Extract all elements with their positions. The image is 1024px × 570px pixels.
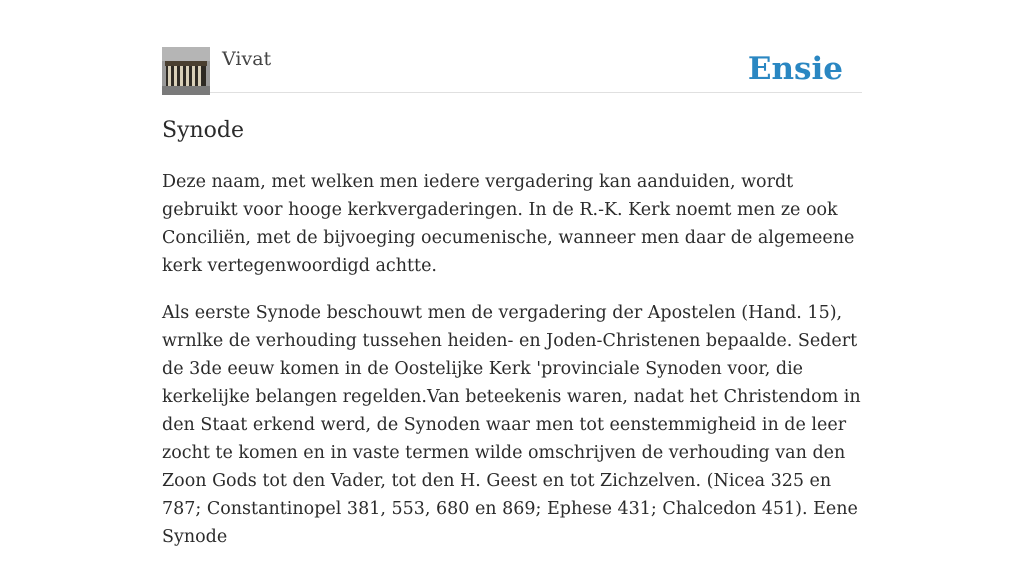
article-title: Synode xyxy=(162,118,245,143)
article-paragraph: Als eerste Synode beschouwt men de vergadering der Apostelen (Hand. 15), wrnlke de verhouding tussehen heiden- en Joden-Christenen bepaalde. Sedert de 3de eeuw komen in de Oostelijke Kerk 'provinciale Synoden voor, die kerkelijke belangen regelden.Van beteekenis waren, nadat het Christendom in den Staat erkend werd, de Synoden waar men tot eenstemmigheid in de leer zocht te komen en in vaste termen wilde omschrijven de verhouding van den Zoon Gods tot den Vader, tot den H. Geest en tot Zichzelven. (Nicea 325 en 787; Constantinopel 381, 553, 680 en 869; Ephese 431; Chalcedon 451). Eene Synode xyxy=(162,303,861,547)
columns-building-icon xyxy=(162,47,210,95)
site-logo[interactable]: Ensie xyxy=(747,51,843,87)
article-body xyxy=(162,168,862,570)
author-avatar[interactable] xyxy=(162,47,210,95)
article-header xyxy=(162,47,862,93)
author-name[interactable]: Vivat xyxy=(222,48,272,70)
article-paragraph: Deze naam, met welken men iedere vergadering kan aanduiden, wordt gebruikt voor hooge kerkvergaderingen. In de R.-K. Kerk noemt men ze ook Conciliën, met de bijvoeging oecumenische, wanneer men daar de algemeene kerk vertegenwoordigd achtte. xyxy=(162,172,855,276)
article-page xyxy=(162,0,862,547)
